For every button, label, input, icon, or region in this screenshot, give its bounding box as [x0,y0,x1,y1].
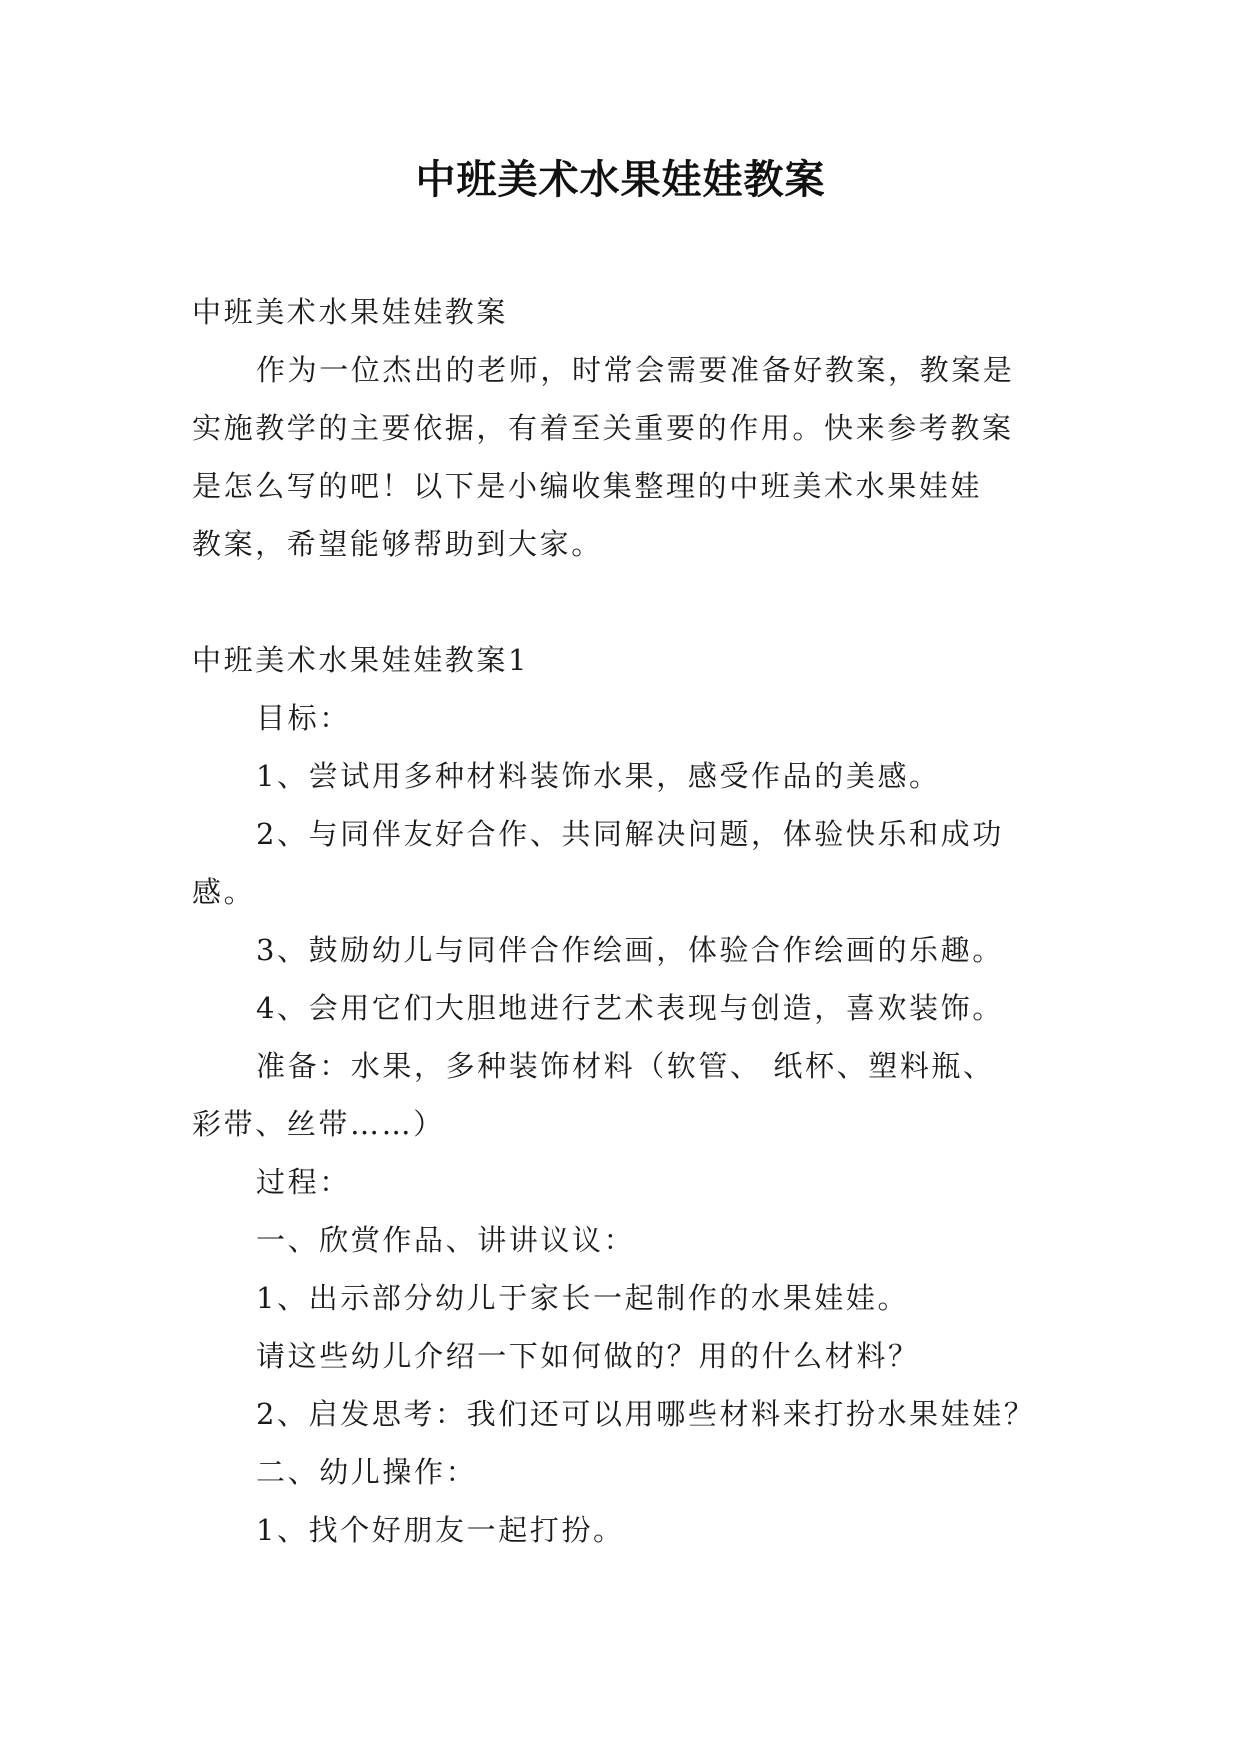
intro-line-4: 教案，希望能够帮助到大家。 [192,527,603,561]
step-one-item-1: 1、出示部分幼儿于家长一起制作的水果娃娃。 [256,1281,910,1315]
step-one-item-2: 2、启发思考：我们还可以用哪些材料来打扮水果娃娃？ [256,1397,1036,1431]
document-title: 中班美术水果娃娃教案 [415,157,826,203]
preparation-line: 准备：水果，多种装饰材料（软管、 纸杯、塑料瓶、 [256,1049,995,1083]
goal-item-4: 4、会用它们大胆地进行艺术表现与创造，喜欢装饰。 [256,991,1004,1025]
step-two-item-1: 1、找个好朋友一起打扮。 [256,1513,625,1547]
section-heading: 中班美术水果娃娃教案1 [192,643,530,677]
step-one-heading: 一、欣赏作品、讲讲议议： [256,1223,636,1257]
intro-line-3: 是怎么写的吧！以下是小编收集整理的中班美术水果娃娃 [192,469,983,503]
goal-item-2-continued: 感。 [192,875,256,909]
goal-item-1: 1、尝试用多种材料装饰水果，感受作品的美感。 [256,759,941,793]
goal-item-3: 3、鼓励幼儿与同伴合作绘画，体验合作绘画的乐趣。 [256,933,1004,967]
step-one-question: 请这些幼儿介绍一下如何做的？用的什么材料？ [256,1339,920,1373]
preparation-line-continued: 彩带、丝带……） [192,1107,445,1141]
goals-label: 目标： [256,701,351,735]
document-subtitle: 中班美术水果娃娃教案 [192,295,509,329]
step-two-heading: 二、幼儿操作： [256,1455,478,1489]
intro-line-1: 作为一位杰出的老师，时常会需要准备好教案，教案是 [256,353,1015,387]
process-label: 过程： [256,1165,351,1199]
intro-line-2: 实施教学的主要依据，有着至关重要的作用。快来参考教案 [192,411,1014,445]
goal-item-2: 2、与同伴友好合作、共同解决问题，体验快乐和成功 [256,817,1004,851]
